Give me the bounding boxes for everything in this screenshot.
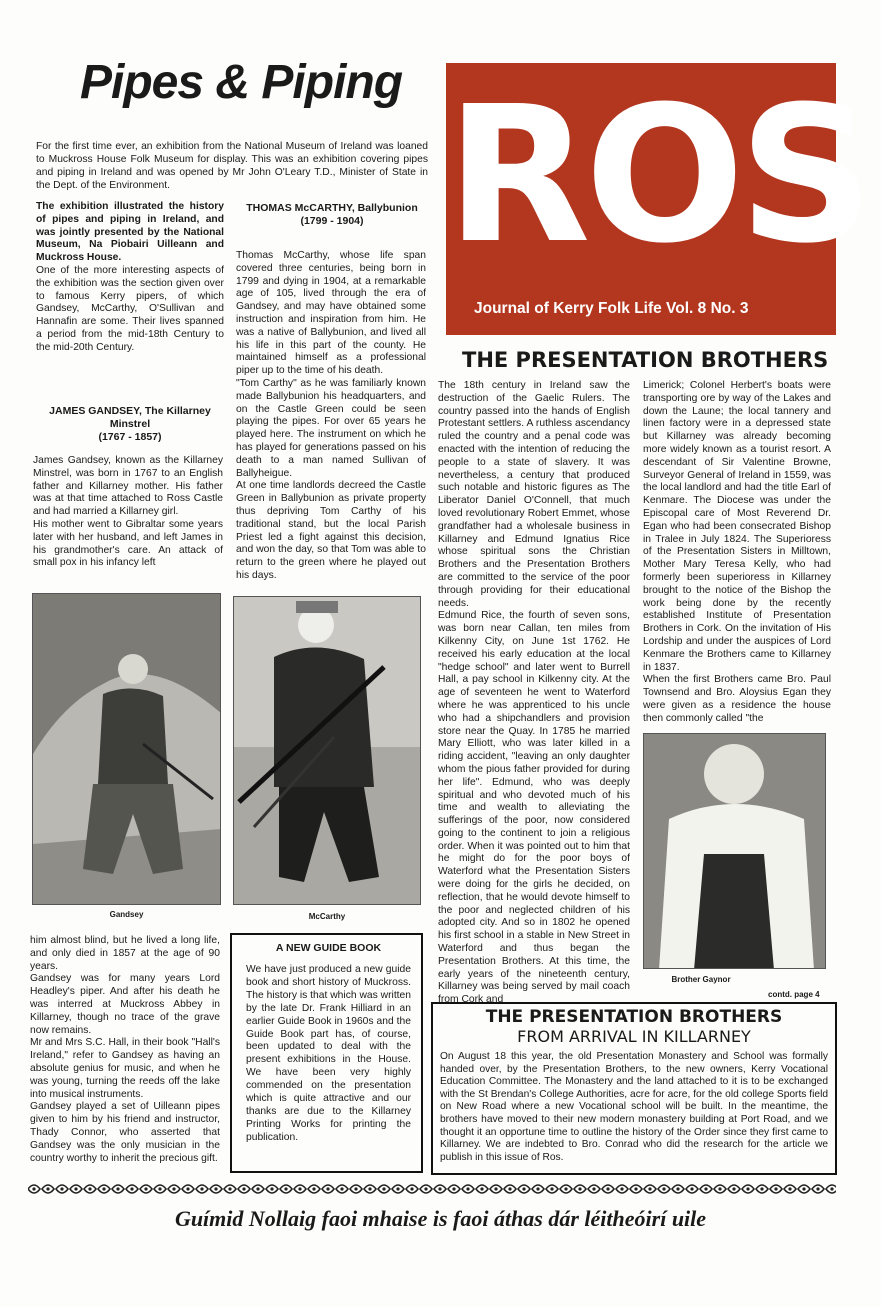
exhibition-lead: The exhibition illustrated the history of pipes and piping in Ireland, and was jointly presented by the National Museum, Na Piobairi Uilleann and Muckross House. bbox=[36, 201, 224, 264]
mccarthy-photo bbox=[233, 596, 421, 905]
gandsey-paragraph: James Gandsey, known as the Killarney Minstrel, was born in 1767 to an English father and Killarney mother. His father was at that time attached to Ross Castle and had married a Killarney girl. bbox=[33, 455, 223, 518]
arrival-heading: THE PRESENTATION BROTHERS bbox=[485, 1007, 783, 1027]
mccarthy-paragraph: Thomas McCarthy, whose life span covered three centuries, being born in 1799 and dying in 1904, at a remarkable age of 105, lived through the era of Gandsey, and may have obtained some instruction and inspiration from him. He was a native of Ballybunion, and lived all his life in this part of the county. He maintained himself as a professional piper up to the time of his death. bbox=[236, 250, 426, 377]
brother-gaynor-caption: Brother Gaynor bbox=[671, 975, 731, 984]
celtic-border bbox=[28, 1182, 836, 1196]
arrival-body: On August 18 this year, the old Presentation Monastery and School was formally handed over, by the Presentation Brothers, to the new owners, Kerry Vocational Education Committee. The Monastery and the land attached to it is to be exchanged with the St Brendan's College Authorities, acre for acre, for the old college Sports field on New Road where a new Vocational school will be built. In the meantime, the brothers have moved to their new modern monastery building at Port Road, and we thought it an opportune time to outline the history of the Order since they first came to Killarney. We are indebted to Bro. Conrad who did the research for the article we publish in this issue of Ros. bbox=[440, 1051, 828, 1163]
gandsey-paragraph: Gandsey was for many years Lord Headley's piper. And after his death he was interred at Muckross Abbey in Killarney, though no trace of the grave now remains. bbox=[30, 973, 220, 1036]
gandsey-paragraph: Gandsey played a set of Uilleann pipes given to him by his friend and instructor, Thady Connor, who asserted that Gandsey was the only musician in the country worthy to inherit the precious gift. bbox=[30, 1101, 220, 1164]
gandsey-heading: JAMES GANDSEY, The Killarney Minstrel (1767 - 1857) bbox=[49, 405, 211, 443]
gandsey-paragraph: him almost blind, but he lived a long life, and only died in 1857 at the age of 90 years. bbox=[30, 935, 220, 972]
mccarthy-column bbox=[236, 250, 426, 583]
presentation-paragraph: The 18th century in Ireland saw the destruction of the Gaelic Rulers. The country passed into the hands of English Protestant settlers. A ruthless ascendancy ruled the country and a penal code was enacted with the intention of reducing the people to a state of slavery. It was nevertheless, a century that produced such notable and historic figures as The Liberator Daniel O'Connell, that much loved revolutionary Robert Emmet, whose grandfather had a wholesale business in Killarney and Edmund Ignatius Rice whose spiritual sons the Christian Brothers and the Presentation Brothers are committed to the service of the poor through providing for their educational needs. bbox=[438, 380, 630, 609]
presentation-heading: THE PRESENTATION BROTHERS bbox=[462, 348, 829, 372]
mccarthy-illustration bbox=[234, 597, 421, 905]
guide-book-title: A NEW GUIDE BOOK bbox=[275, 942, 382, 954]
gandsey-illustration bbox=[33, 594, 221, 905]
gandsey-photo bbox=[32, 593, 221, 905]
guide-book-box bbox=[230, 933, 423, 1173]
exhibition-column bbox=[36, 201, 224, 355]
mccarthy-caption: McCarthy bbox=[308, 912, 346, 921]
masthead-logo: ROS bbox=[446, 66, 868, 285]
masthead bbox=[446, 63, 868, 335]
mccarthy-paragraph: "Tom Carthy" as he was familiarly known made Ballybunion his headquarters, and on the Castle Green could be seen playing the pipes. For over 65 years he played here. The instrument on which he has played for generations passed on his death to a man named Sullivan of Ballyheigue. bbox=[236, 377, 426, 479]
intro-paragraph: For the first time ever, an exhibition from the National Museum of Ireland was loaned to Muckross House Folk Museum for display. This was an exhibition covering pipes and piping in Ireland and was opened by Mr John O'Leary T.D., Minister of State in the Dept. of the Environment. bbox=[36, 141, 428, 191]
gandsey-paragraph: His mother went to Gibraltar some years later with her husband, and left James in his grandmother's care. An attack of small pox in his infancy left bbox=[33, 518, 223, 569]
gandsey-caption: Gandsey bbox=[109, 910, 144, 919]
mccarthy-heading: THOMAS McCARTHY, Ballybunion (1799 - 1904) bbox=[246, 202, 418, 227]
presentation-column-2 bbox=[643, 380, 831, 726]
presentation-paragraph: Edmund Rice, the fourth of seven sons, was born near Callan, ten miles from Kilkenny City, on June 1st 1762. He received his early education at the local "hedge school" and later went to Burrell Hall, a pay school in Kilkenny city. At the age of seventeen he went to Waterford where he was apprenticed to his uncle who had a shipchandlers and provision store near the Quay. In 1785 he married Mary Elliott, who was later killed in a riding accident, "leaving an only daughter whom the pious father provided for during her life". Edmund, who was deeply spiritual and who devoted much of his time and wealth to alleviating the sufferings of the poor, now considered going to the continent to join a religious order. When it was pointed out to him that he might do for the poor boys of Waterford what the Presentation Sisters were doing for the girls he decided, on reflection, that he would devote himself to the poor and neglected children of his adopted city. And so in 1802 he opened his first school in a stable in New Street in Waterford and thus began the Presentation Brothers. At this time, the early years of the nineteenth century, Killarney was being served by mail coach from Cork and bbox=[438, 610, 630, 1006]
presentation-column-1 bbox=[438, 380, 630, 1007]
gandsey-paragraph: Mr and Mrs S.C. Hall, in their book "Hall's Ireland," refer to Gandsey as having an absolute genius for music, and when he was young, turning the reeds off the lake into musical instruments. bbox=[30, 1037, 220, 1100]
gandsey-column bbox=[33, 455, 223, 570]
mccarthy-paragraph: At one time landlords decreed the Castle Green in Ballybunion as private property thus depriving Tom Carthy of his traditional stand, but the local Parish Priest led a fight against this decision, and won the day, so that Tom was able to return to the green where he played out his days. bbox=[236, 480, 426, 581]
brother-gaynor-illustration bbox=[644, 734, 826, 969]
gandsey-continued-column bbox=[30, 935, 220, 1165]
presentation-paragraph: Limerick; Colonel Herbert's boats were transporting ore by way of the Lakes and down the Laune; the local tannery and linen factory were in a depressed state but Killarney was already becoming more widely known as a tourist resort. A descendant of Sir Valentine Browne, Surveyor General of Ireland in 1559, was the local landlord and had the title Earl of Kenmare. The Diocese was under the Episcopal care of Most Reverend Dr. Egan who had been consecrated Bishop in Tralee in July 1824. The Superioress of the Presentation Sisters in Milltown, Mother Mary Teresa Kelly, who had formerly been superioress in Killarney brought to the notice of the Bishop the work being done by the recently established Institute of Presentation Brothers in Cork. On the invitation of His Lordship and under the auspices of Lord Kenmare the Brothers came to Killarney in 1837. bbox=[643, 380, 831, 673]
footer-greeting: Guímid Nollaig faoi mhaise is faoi áthas dár léitheóirí uile bbox=[174, 1206, 707, 1231]
arrival-subheading: FROM ARRIVAL IN KILLARNEY bbox=[517, 1027, 751, 1046]
exhibition-paragraph: One of the more interesting aspects of the exhibition was the section given over to famous Kerry pipers, of which Gandsey, McCarthy, O'Sullivan and Hannafin are some. Their lives spanned a period from the mid-18th Century to the mid-20th Century. bbox=[36, 264, 224, 353]
continued-note: contd. page 4 bbox=[768, 990, 820, 999]
brother-gaynor-photo bbox=[643, 733, 826, 969]
arrival-box bbox=[431, 1002, 837, 1175]
presentation-paragraph: When the first Brothers came Bro. Paul Townsend and Bro. Aloysius Egan they were given as a residence the house then commonly called "the bbox=[643, 674, 831, 724]
page-title: Pipes & Piping bbox=[80, 56, 403, 109]
guide-book-body: We have just produced a new guide book and short history of Muckross. The history is that which was written by the late Dr. Frank Hilliard in an earlier Guide Book in 1960s and the Guide Book part has, of course, been updated to deal with the present exhibitions in the House. We have been very highly commended on the presentation which is quite attractive and our thanks are due to the Killarney Printing Works for printing the publication. bbox=[246, 964, 411, 1143]
masthead-tagline: Journal of Kerry Folk Life Vol. 8 No. 3 bbox=[474, 300, 749, 317]
